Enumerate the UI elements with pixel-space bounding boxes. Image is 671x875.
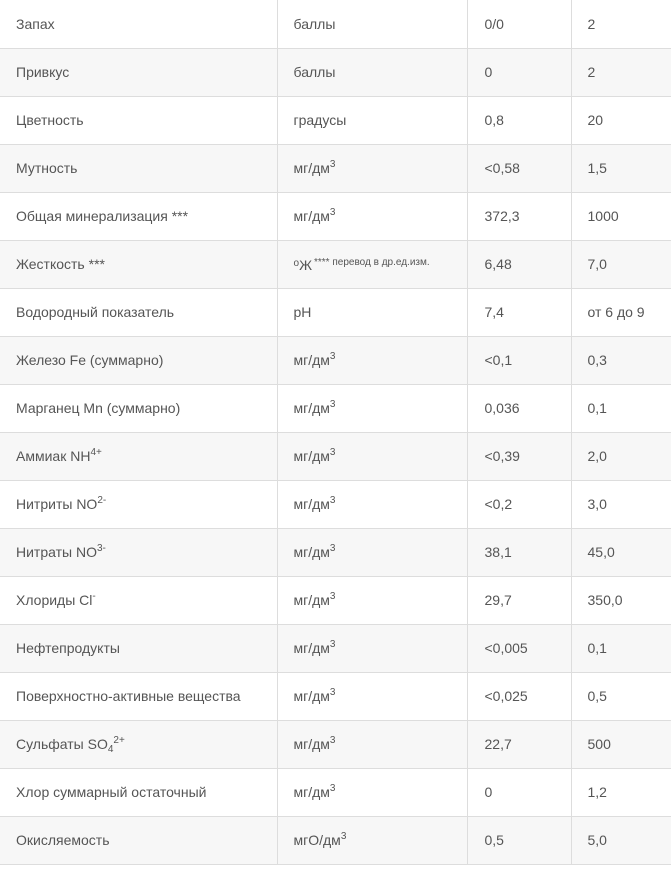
unit: $мг/дм^3$: [277, 144, 467, 192]
norm-value: 2,0: [587, 448, 607, 464]
norm-value: 5,0: [587, 832, 607, 848]
parameter-name: Окисляемость: [0, 816, 277, 864]
parameter-name: Хлориды Cl-: [0, 576, 277, 624]
unit: $мг/дм^3$: [277, 624, 467, 672]
unit: $мг/дм^3$: [277, 432, 467, 480]
table-row: [0, 0, 671, 48]
norm-value: 2: [587, 64, 596, 80]
unit: $мг/дм^3$: [277, 192, 467, 240]
parameter-name: Водородный показатель: [0, 288, 277, 336]
table-row: [0, 288, 671, 336]
footnote: **** перевод в др.ед.изм.: [314, 257, 430, 268]
norm-value: 350,0: [587, 592, 623, 608]
unit: $мг/дм^3$: [277, 768, 467, 816]
table-row: [0, 576, 671, 624]
table-row: [0, 720, 671, 768]
table-row: [0, 192, 671, 240]
table-row: [0, 528, 671, 576]
norm-value: 3,0: [587, 496, 607, 512]
parameter-name: Общая минерализация ***: [0, 192, 277, 240]
measured-value: 0,5: [467, 816, 571, 864]
table-row: [0, 816, 671, 864]
measured-value: 372,3: [467, 192, 571, 240]
unit: pH: [277, 288, 467, 336]
parameter-name: Аммиак $NH^{4+}$: [0, 432, 277, 480]
norm-value: 0,3: [587, 352, 607, 368]
measured-value: 0/0: [467, 0, 571, 48]
table-row: [0, 240, 671, 288]
measured-value: 0: [467, 48, 571, 96]
norm-value: от 6 до 9: [587, 304, 645, 320]
parameter-name: Запах: [0, 0, 277, 48]
measured-value: <0,1: [467, 336, 571, 384]
norm-value: 0,1: [587, 640, 607, 656]
norm-value: 500: [587, 736, 611, 752]
norm-value: 2: [587, 15, 596, 32]
measured-value: 0: [467, 768, 571, 816]
norm-value: 1000: [587, 208, 619, 224]
measured-value: <0,005: [467, 624, 571, 672]
norm-value: 1,5: [587, 160, 607, 176]
table-row: [0, 432, 671, 480]
parameter-name: Хлор суммарный остаточный: [0, 768, 277, 816]
parameter-name: Сульфаты $SO_4^{2+}$: [0, 720, 277, 768]
norm-value: 0,1: [587, 400, 607, 416]
unit: $мг/дм^3$: [277, 384, 467, 432]
table-row: [0, 480, 671, 528]
unit: градусы: [277, 96, 467, 144]
parameter-name: Железо Fe (суммарно): [0, 336, 277, 384]
measured-value: <0,025: [467, 672, 571, 720]
unit: баллы: [277, 0, 467, 48]
unit: мгО/$дм^3$: [277, 816, 467, 864]
parameter-name: Мутность: [0, 144, 277, 192]
table-row: [0, 144, 671, 192]
measured-value: <0,2: [467, 480, 571, 528]
measured-value: 29,7: [467, 576, 571, 624]
unit: баллы: [277, 48, 467, 96]
table-row: [0, 384, 671, 432]
unit: $мг/дм^3$: [277, 336, 467, 384]
table-row: [0, 768, 671, 816]
table-row: [0, 672, 671, 720]
parameter-name: Марганец Mn (суммарно): [0, 384, 277, 432]
measured-value: 6,48: [467, 240, 571, 288]
measured-value: 38,1: [467, 528, 571, 576]
norm-value: 20: [587, 112, 604, 128]
norm-value: 45,0: [587, 544, 615, 560]
parameter-name: Жесткость ***: [0, 240, 277, 288]
measured-value: <0,58: [467, 144, 571, 192]
table-row: [0, 336, 671, 384]
parameter-name: Поверхностно-активные вещества: [0, 672, 277, 720]
unit: $мг/дм^3$: [277, 528, 467, 576]
measured-value: 0,8: [467, 96, 571, 144]
parameter-name: Нитриты $NO^{2-}$: [0, 480, 277, 528]
unit: $мг/дм^3$: [277, 576, 467, 624]
unit: $мг/дм^3$: [277, 480, 467, 528]
unit: $мг/дм^3$: [277, 720, 467, 768]
parameter-name: Цветность: [0, 96, 277, 144]
parameter-name: Привкус: [0, 48, 277, 96]
measured-value: 22,7: [467, 720, 571, 768]
measured-value: 0,036: [467, 384, 571, 432]
norm-value: 7,0: [587, 256, 607, 272]
norm-value: 1,2: [587, 784, 607, 800]
table-row: [0, 624, 671, 672]
measured-value: 7,4: [467, 288, 571, 336]
parameter-name: Нитраты $NO^{3-}$: [0, 528, 277, 576]
parameter-name: Нефтепродукты: [0, 624, 277, 672]
norm-value: 0,5: [587, 688, 607, 704]
table-row: [0, 96, 671, 144]
table-row: [0, 48, 671, 96]
measured-value: <0,39: [467, 432, 571, 480]
unit: $^о$Ж $^{**** перевод в др.ед.изм.}$: [277, 240, 467, 288]
unit: $мг/дм^3$: [277, 672, 467, 720]
